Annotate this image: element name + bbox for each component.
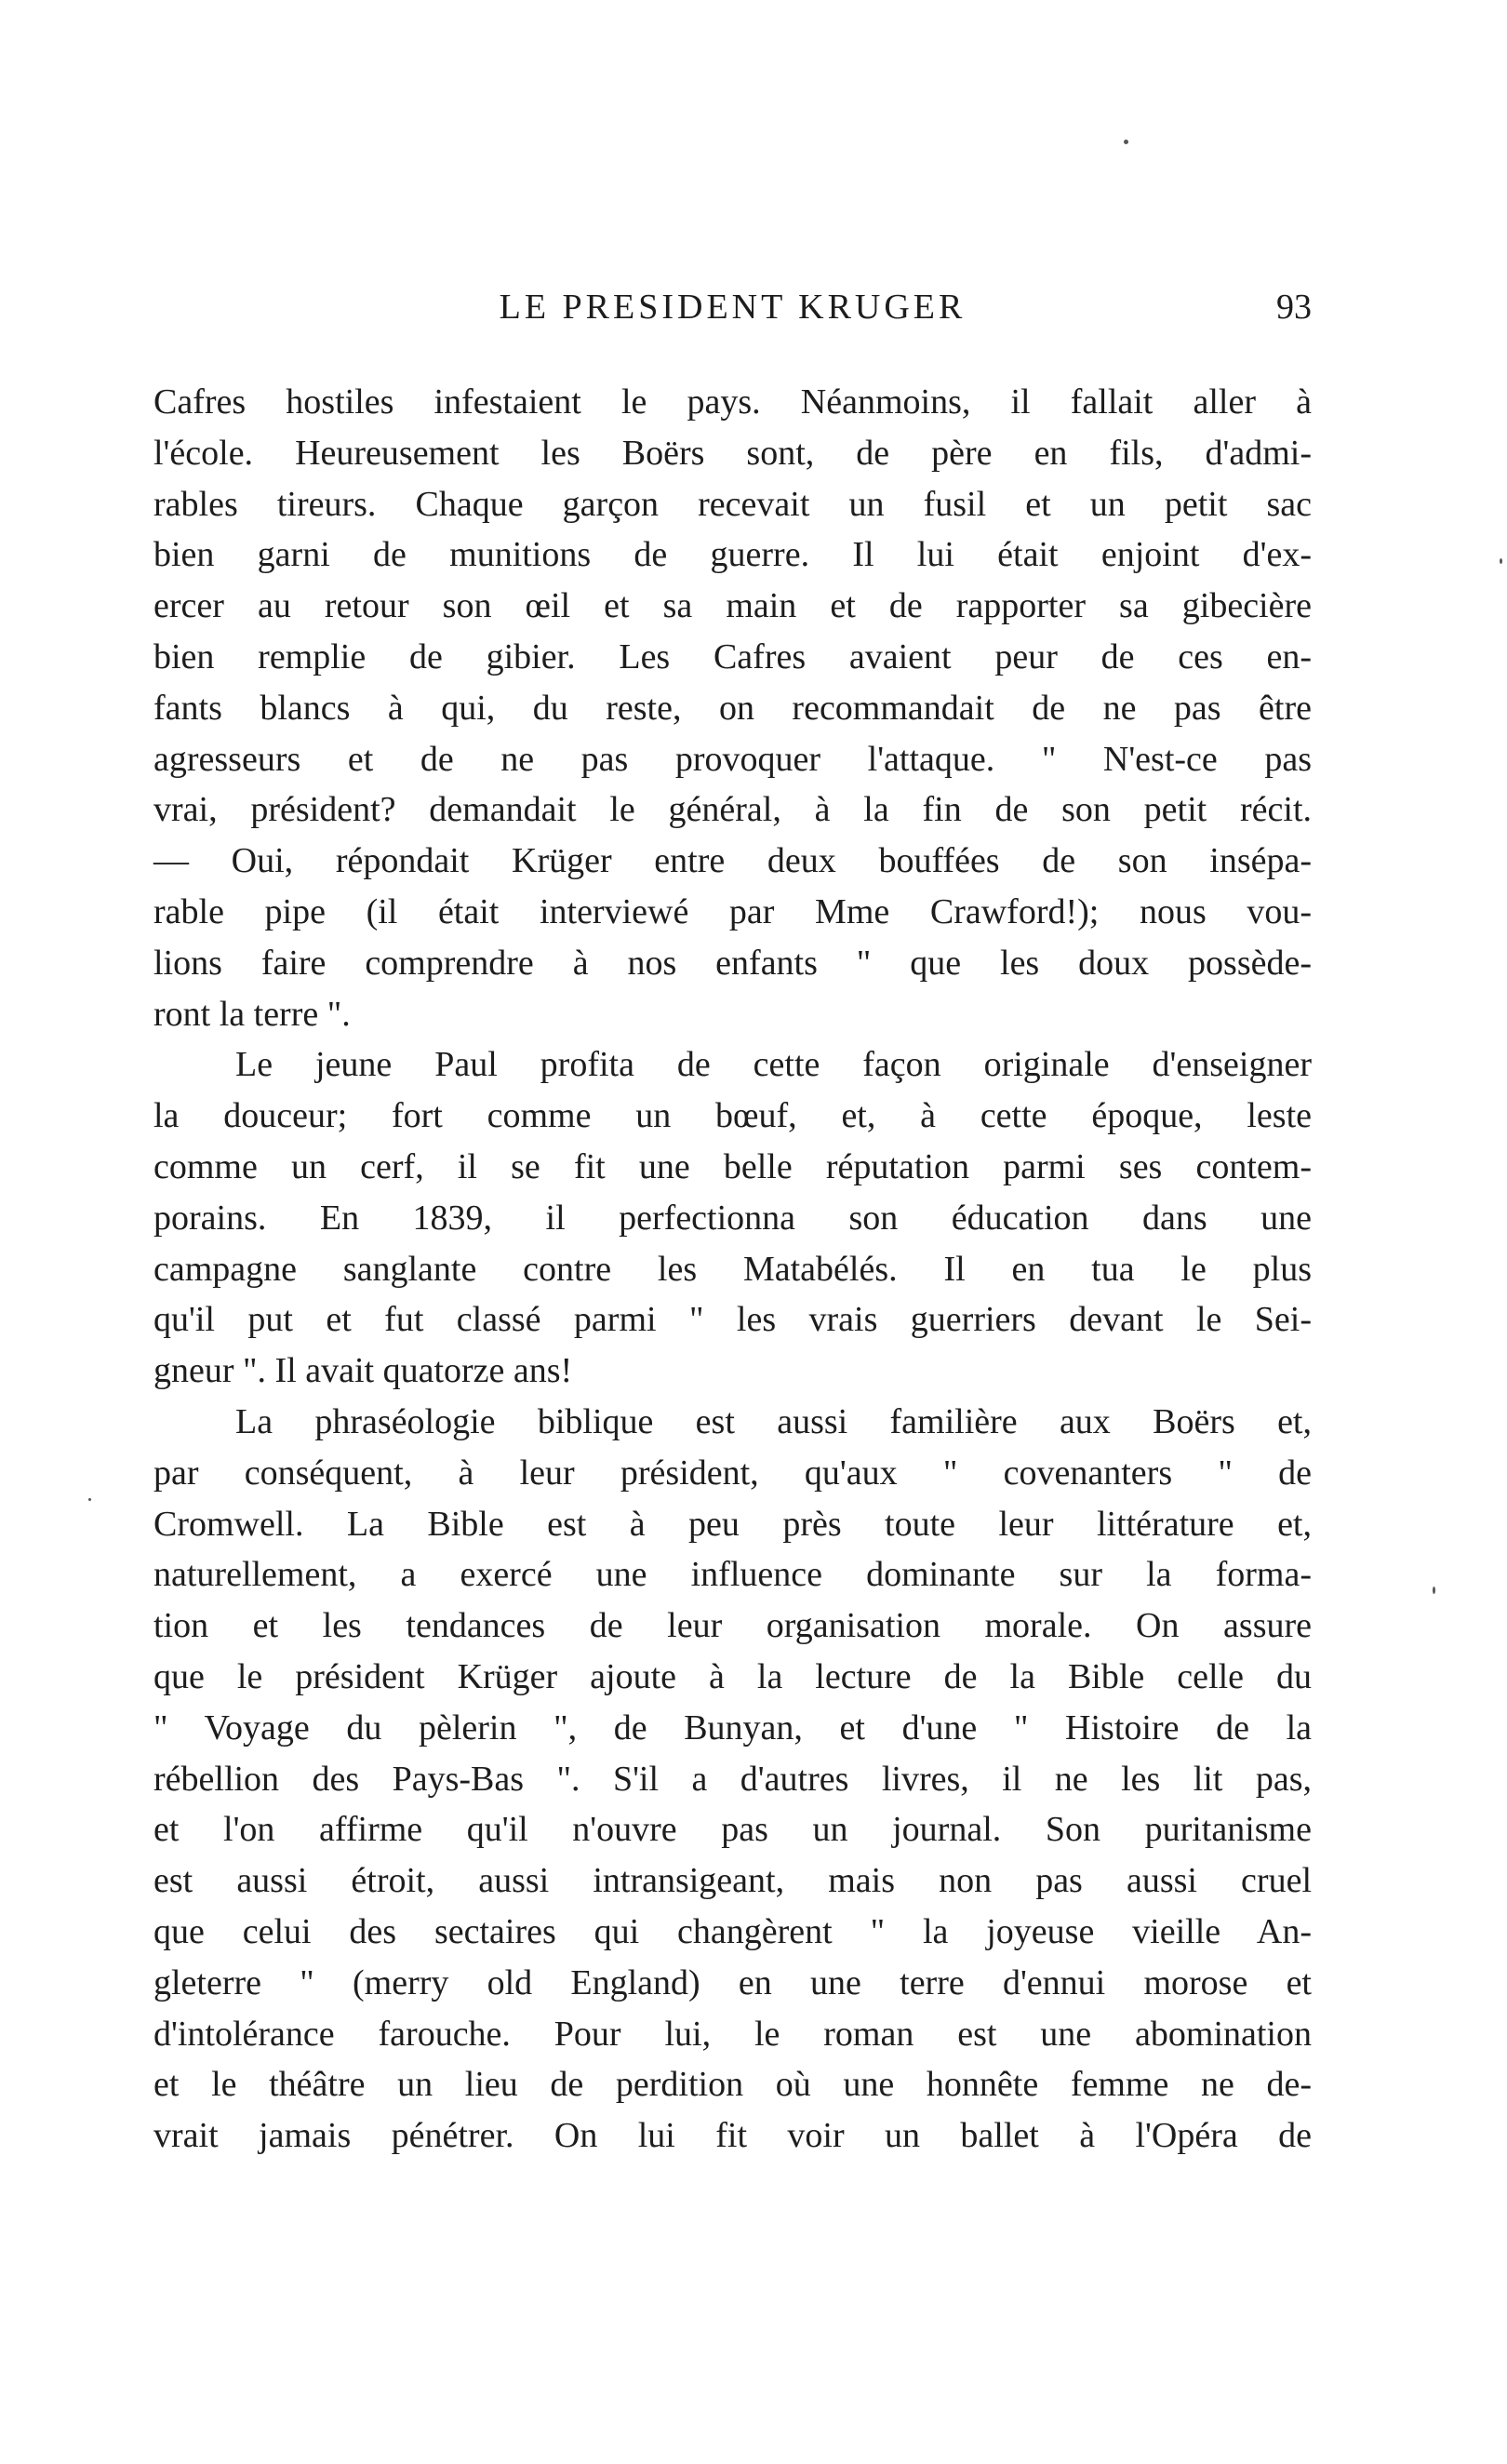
text-line: fants blancs à qui, du reste, on recommandait de ne pas être — [153, 688, 1312, 728]
text-line: gleterre " (merry old England) en une terre d'ennui morose et — [153, 1962, 1312, 2002]
text-line: vrait jamais pénétrer. On lui fit voir un ballet à l'Opéra de — [153, 2116, 1312, 2156]
text-line: et l'on affirme qu'il n'ouvre pas un journal. Son puritanisme — [153, 1810, 1312, 1850]
text-line: gneur ". Il avait quatorze ans! — [153, 1351, 573, 1391]
text-line: " Voyage du pèlerin ", de Bunyan, et d'une " Histoire de la — [153, 1707, 1312, 1748]
scan-speck — [1124, 140, 1128, 144]
running-title: LE PRESIDENT KRUGER — [499, 288, 967, 327]
scan-speck — [88, 1498, 91, 1501]
text-line: naturellement, a exercé une influence dominante sur la forma- — [153, 1555, 1312, 1595]
text-line: agresseurs et de ne pas provoquer l'attaque. " N'est-ce pas — [153, 739, 1312, 779]
text-line: ront la terre ". — [153, 994, 351, 1034]
text-line: campagne sanglante contre les Matabélés. Il en tua le plus — [153, 1249, 1312, 1289]
text-line: bien garni de munitions de guerre. Il lui était enjoint d'ex- — [153, 535, 1312, 575]
text-line: l'école. Heureusement les Boërs sont, de père en fils, d'admi- — [153, 433, 1312, 473]
page-number: 93 — [1276, 288, 1312, 327]
text-line: par conséquent, à leur président, qu'aux " covenanters " de — [153, 1453, 1312, 1493]
text-line: la douceur; fort comme un bœuf, et, à cette époque, leste — [153, 1096, 1312, 1136]
text-line: que le président Krüger ajoute à la lecture de la Bible celle du — [153, 1656, 1312, 1696]
text-line: La phraséologie biblique est aussi familière aux Boërs et, — [235, 1401, 1312, 1441]
text-line: comme un cerf, il se fit une belle réputation parmi ses contem- — [153, 1146, 1312, 1186]
paragraph-1 — [153, 377, 1312, 1039]
scan-speck — [1500, 558, 1502, 564]
text-line: lions faire comprendre à nos enfants " que les doux possède- — [153, 943, 1312, 983]
text-line: Cromwell. La Bible est à peu près toute leur littérature et, — [153, 1504, 1312, 1544]
text-line: rébellion des Pays-Bas ". S'il a d'autres livres, il ne les lit pas, — [153, 1759, 1312, 1799]
paragraph-2 — [153, 1039, 1312, 1397]
text-line: — Oui, répondait Krüger entre deux bouffées de son insépa- — [153, 841, 1312, 881]
text-line: Le jeune Paul profita de cette façon originale d'enseigner — [235, 1045, 1312, 1085]
text-line: qu'il put et fut classé parmi " les vrais guerriers devant le Sei- — [153, 1300, 1312, 1340]
text-line: vrai, président? demandait le général, à la fin de son petit récit. — [153, 790, 1312, 830]
text-line: et le théâtre un lieu de perdition où une honnête femme ne de- — [153, 2065, 1312, 2105]
text-line: ercer au retour son œil et sa main et de rapporter sa gibecière — [153, 586, 1312, 626]
text-line: rable pipe (il était interviewé par Mme Crawford!); nous vou- — [153, 891, 1312, 931]
text-line: d'intolérance farouche. Pour lui, le roman est une abomination — [153, 2014, 1312, 2054]
text-line: Cafres hostiles infestaient le pays. Néanmoins, il fallait aller à — [153, 382, 1312, 422]
paragraph-3 — [153, 1397, 1312, 2162]
scan-speck — [1433, 1587, 1435, 1594]
running-head — [153, 279, 1312, 335]
text-line: rables tireurs. Chaque garçon recevait un fusil et un petit sac — [153, 484, 1312, 524]
text-line: bien remplie de gibier. Les Cafres avaient peur de ces en- — [153, 636, 1312, 676]
text-line: est aussi étroit, aussi intransigeant, mais non pas aussi cruel — [153, 1861, 1312, 1901]
body-text — [153, 377, 1312, 2162]
text-line: que celui des sectaires qui changèrent " la joyeuse vieille An- — [153, 1911, 1312, 1951]
text-line: porains. En 1839, il perfectionna son éducation dans une — [153, 1198, 1312, 1238]
text-line: tion et les tendances de leur organisation morale. On assure — [153, 1606, 1312, 1646]
